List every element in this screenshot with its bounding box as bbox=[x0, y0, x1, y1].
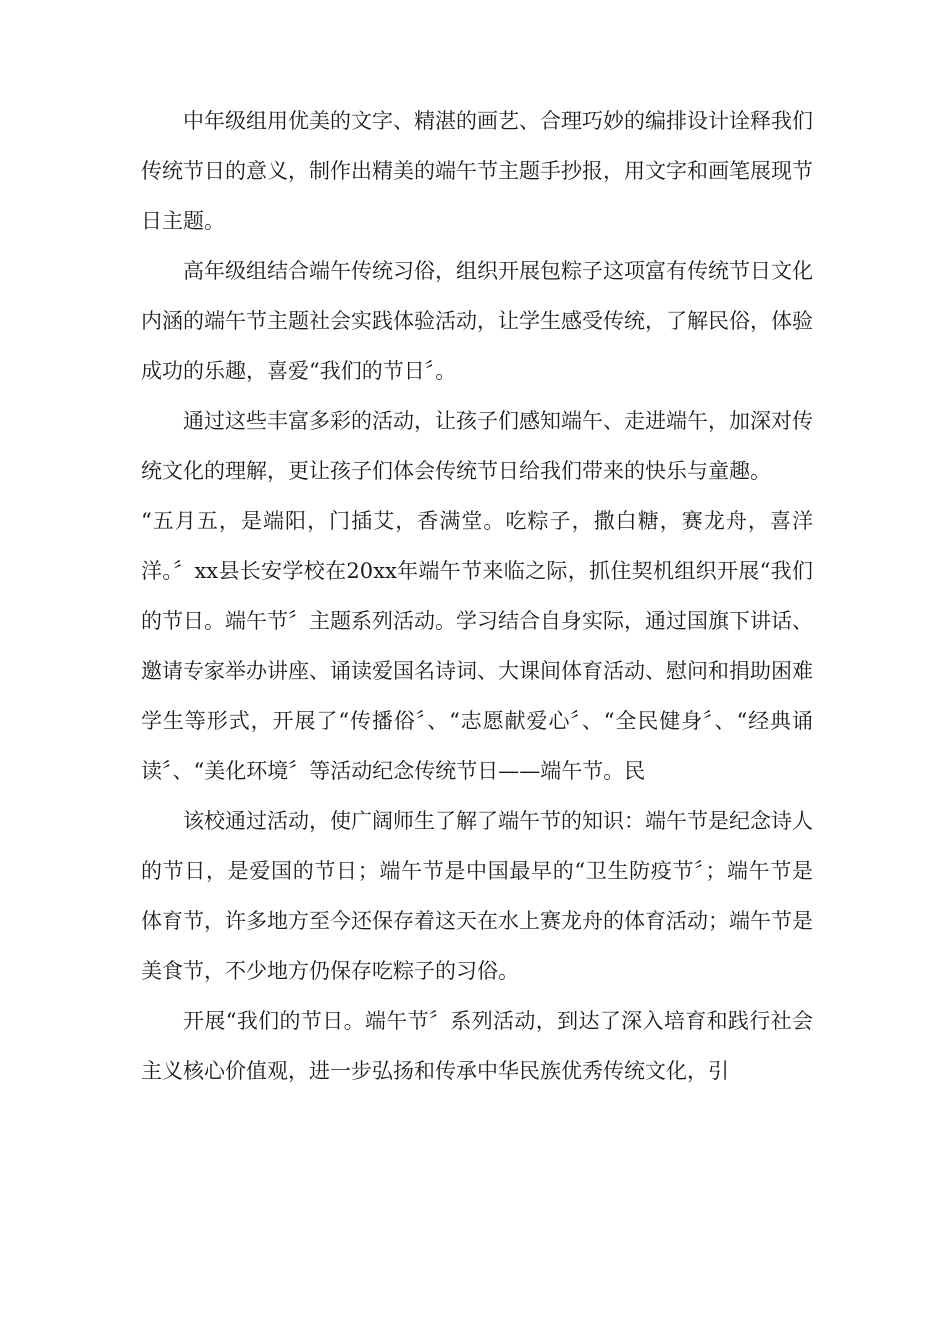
paragraph: 该校通过活动，使广阔师生了解了端午节的知识：端午节是纪念诗人的节日，是爱国的节日；端午节是中国最早的“卫生防疫节〞；端午节是体育节，许多地方至今还保存着这天在水上赛龙舟的体育活动；端午节是美食节，不少地方仍保存吃粽子的习俗。 bbox=[141, 809, 813, 983]
paragraph: 通过这些丰富多彩的活动，让孩子们感知端午、走进端午，加深对传统文化的理解，更让孩子们体会传统节日给我们带来的快乐与童趣。 bbox=[141, 409, 813, 483]
paragraph: 高年级组结合端午传统习俗，组织开展包粽子这项富有传统节日文化内涵的端午节主题社会实践体验活动，让学生感受传统，了解民俗，体验成功的乐趣，喜爱“我们的节日〞。 bbox=[141, 259, 813, 383]
document-body bbox=[141, 96, 813, 1096]
paragraph: 中年级组用优美的文字、精湛的画艺、合理巧妙的编排设计诠释我们传统节日的意义，制作出精美的端午节主题手抄报，用文字和画笔展现节日主题。 bbox=[141, 109, 813, 233]
paragraph: 开展“我们的节日。端午节〞系列活动，到达了深入培育和践行社会主义核心价值观，进一步弘扬和传承中华民族优秀传统文化，引 bbox=[141, 1009, 813, 1083]
paragraph: “五月五，是端阳，门插艾，香满堂。吃粽子，撒白糖，赛龙舟，喜洋洋。〞xx县长安学校在20xx年端午节来临之际，抓住契机组织开展“我们的节日。端午节〞主题系列活动。学习结合自身实际，通过国旗下讲话、邀请专家举办讲座、诵读爱国名诗词、大课间体育活动、慰问和捐助困难学生等形式，开展了“传播俗〞、“志愿献爱心〞、“全民健身〞、“经典诵读〞、“美化环境〞等活动纪念传统节日——端午节。民 bbox=[141, 509, 813, 783]
